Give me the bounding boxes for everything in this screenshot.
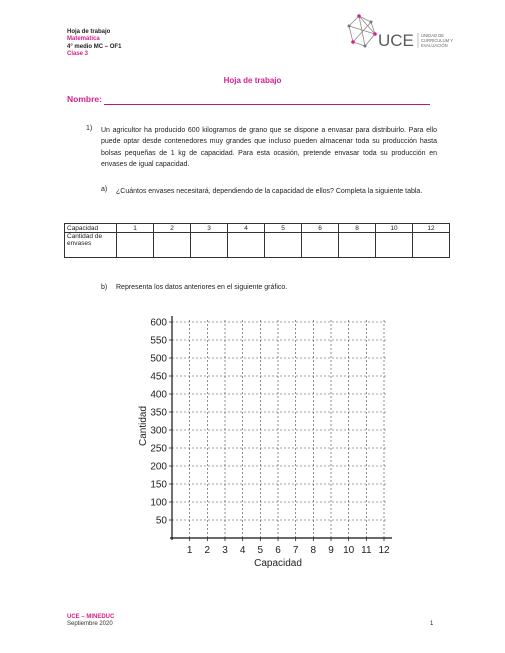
- y-axis-label: Cantidad: [138, 405, 149, 447]
- logo-sub-line2: CURRICULUM Y: [421, 38, 454, 43]
- x-tick-label: 1: [186, 545, 193, 556]
- x-tick-label: 3: [222, 545, 228, 556]
- page-footer: [67, 614, 114, 628]
- table-capacity-cell: 6: [302, 224, 339, 233]
- question-b-letter: b): [101, 284, 108, 291]
- x-tick-label: 11: [361, 545, 372, 556]
- table-header-quantity: Cantidad de envases: [65, 233, 117, 258]
- y-tick-label: 400: [150, 389, 167, 401]
- x-tick-label: 8: [310, 545, 317, 556]
- y-axis-ticks: [150, 318, 172, 527]
- x-tick-label: 4: [239, 545, 246, 556]
- y-tick-label: 550: [150, 335, 167, 347]
- logo-sub-line3: EVALUACIÓN: [421, 43, 448, 48]
- table-capacity-cell: 1: [117, 224, 154, 233]
- x-tick-label: 2: [204, 545, 211, 556]
- x-tick-label: 6: [275, 545, 281, 556]
- x-axis-ticks: [187, 538, 390, 556]
- header-course: 4° medio MC – OF1: [67, 43, 122, 50]
- page-title: Hoja de trabajo: [223, 76, 282, 85]
- x-tick-label: 12: [378, 545, 390, 556]
- problem-statement: Un agricultor ha producido 600 kilogramos de grano que se dispone a envasar para distribuirlo. Para ello puede optar desde contenedores muy grandes que incluso pueden almacenar toda su producción hasta bolsas pequeñas de 1 kg de capacidad. Para esta ocasión, pretende envasar toda su producción en envases de igual capacidad.: [101, 127, 437, 169]
- y-tick-label: 100: [150, 497, 167, 509]
- header-worksheet-label: Hoja de trabajo: [67, 29, 111, 35]
- y-tick-label: 500: [150, 353, 167, 365]
- x-axis-label: Capacidad: [254, 558, 302, 569]
- y-tick-label: 350: [150, 407, 167, 419]
- question-a-letter: a): [101, 186, 108, 193]
- name-label: Nombre:: [67, 94, 102, 104]
- y-tick-label: 200: [150, 461, 167, 473]
- table-capacity-cell: 10: [376, 224, 413, 233]
- x-tick-label: 10: [343, 545, 355, 556]
- page-number: 1: [430, 621, 434, 627]
- graph-grid: [172, 318, 388, 538]
- y-tick-label: 600: [150, 317, 167, 329]
- table-capacity-cell: 3: [191, 224, 228, 233]
- table-capacity-cell: 4: [228, 224, 265, 233]
- table-header-capacity: Capacidad: [65, 224, 117, 233]
- header-class: Clase 3: [67, 51, 89, 58]
- y-tick-label: 250: [150, 443, 167, 455]
- table-capacity-cell: 2: [154, 224, 191, 233]
- logo-sub-line1: UNIDAD DE: [421, 33, 445, 38]
- y-tick-label: 50: [155, 515, 167, 527]
- problem-number: 1): [86, 125, 93, 132]
- y-tick-label: 450: [150, 371, 167, 383]
- x-tick-label: 9: [328, 545, 334, 556]
- logo-wordmark: UCE: [378, 31, 414, 50]
- question-a-text: ¿Cuántos envases necesitará, dependiendo de la capacidad de ellos? Completa la siguiente tabla.: [116, 188, 423, 195]
- header-subject: Matemática: [67, 36, 100, 43]
- footer-org: UCE – MINEDUC: [67, 614, 115, 620]
- table-capacity-cell: 5: [265, 224, 302, 233]
- y-tick-label: 150: [150, 479, 167, 491]
- table-capacity-cell: 8: [339, 224, 376, 233]
- question-b-text: Representa los datos anteriores en el siguiente gráfico.: [116, 284, 288, 291]
- x-tick-label: 5: [257, 545, 264, 556]
- table-capacity-cell: 12: [413, 224, 450, 233]
- x-tick-label: 7: [292, 545, 299, 556]
- footer-date: Septiembre 2020: [67, 621, 113, 627]
- graph-axes: [170, 316, 392, 540]
- y-tick-label: 300: [150, 425, 167, 437]
